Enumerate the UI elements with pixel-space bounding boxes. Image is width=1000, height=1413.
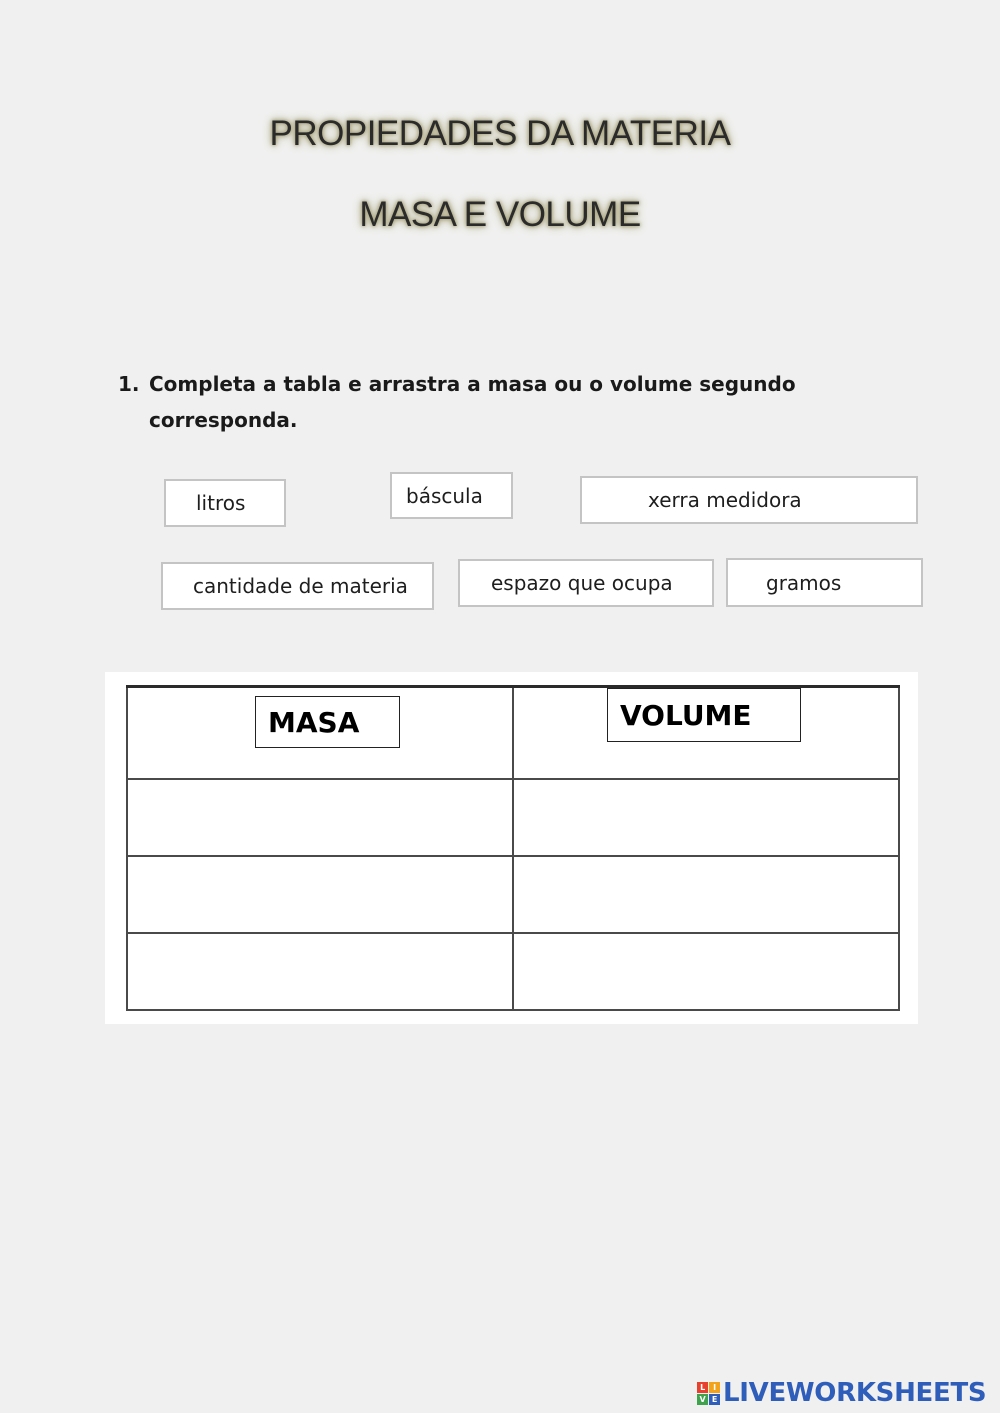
drop-zone-masa[interactable] [127,933,513,1010]
tile-label: gramos [766,570,842,595]
tile-label: cantidade de materia [193,574,408,598]
drop-zone-masa[interactable] [127,856,513,933]
drop-zone-masa[interactable] [127,779,513,856]
page-subtitle: MASA E VOLUME [359,195,641,234]
column-header-volume: VOLUME [607,688,801,742]
drag-tile-gramos[interactable] [726,558,923,607]
drag-tile-espazo-que-ocupa[interactable] [458,559,714,607]
drop-zone-volume[interactable] [513,933,899,1010]
column-header-masa: MASA [255,696,400,748]
drop-zone-volume[interactable] [513,856,899,933]
tile-label: xerra medidora [648,488,802,512]
drag-tile-litros[interactable] [164,479,286,527]
tile-label: espazo que ocupa [491,571,673,595]
tile-label: báscula [406,484,483,508]
page-title: PROPIEDADES DA MATERIA [269,114,731,153]
drag-tile-bascula[interactable] [390,472,513,519]
drag-tile-cantidade-de-materia[interactable] [161,562,434,610]
instruction [118,366,838,438]
liveworksheets-logo [697,1378,986,1408]
instruction-text: Completa a tabla e arrastra a masa ou o volume segundo corresponda. [149,372,796,432]
liveworksheets-icon: L I V E [697,1382,720,1405]
tile-label: litros [196,491,246,515]
logo-text: LIVEWORKSHEETS [723,1378,987,1408]
instruction-number: 1. [118,372,140,396]
drag-tile-xerra-medidora[interactable] [580,476,918,524]
drop-zone-volume[interactable] [513,779,899,856]
